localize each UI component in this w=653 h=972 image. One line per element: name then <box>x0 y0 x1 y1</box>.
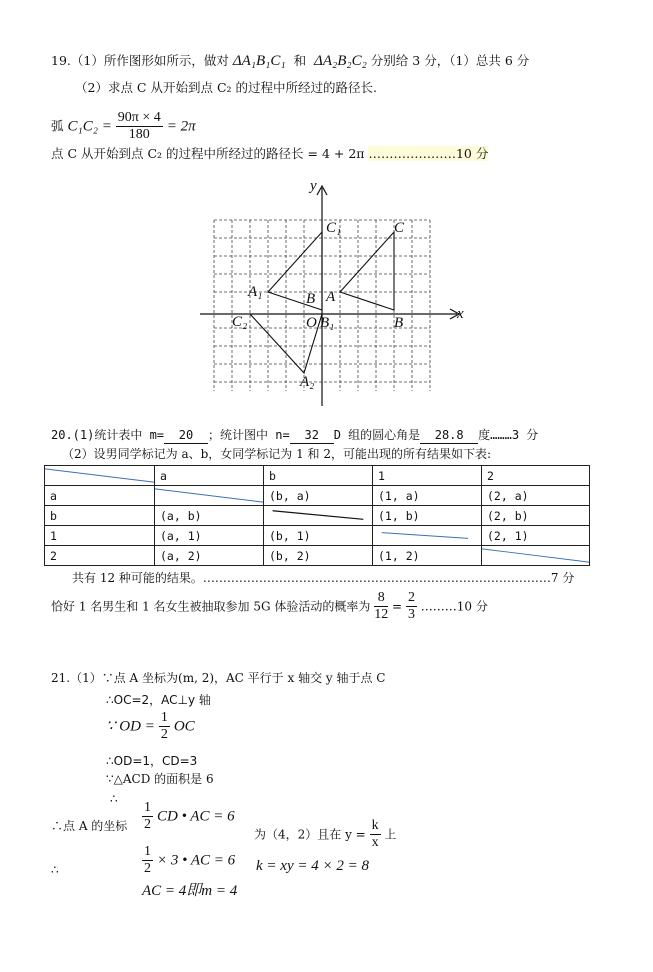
path-length-score: …………………10 分 <box>368 146 489 161</box>
q19-line1-suffix: 分别给 3 分，（1）总共 6 分 <box>370 53 530 68</box>
k-equation: k = xy = 4 × 2 = 8 <box>256 858 369 874</box>
k-over-x-fraction <box>370 818 381 851</box>
table-cell: (2, 1) <box>482 526 590 546</box>
table-cell: (b, a) <box>264 486 373 506</box>
row-header-cell: b <box>45 506 155 526</box>
half-fraction <box>142 800 153 833</box>
fraction-denominator: 2 <box>144 817 151 832</box>
point-c-label: C <box>394 220 405 236</box>
fraction-numerator: k <box>371 818 379 833</box>
q19-line1 <box>51 53 529 69</box>
fraction-denominator: 3 <box>407 607 415 622</box>
table-corner-cell <box>45 466 155 486</box>
oc-term: OC <box>173 718 195 735</box>
table-row <box>45 526 590 546</box>
q21-line3 <box>106 710 195 750</box>
arc-equation <box>51 110 196 146</box>
q21-line6: ∴ <box>110 792 118 806</box>
probability-fraction-2 <box>406 590 417 623</box>
table-cell: (b, 2) <box>264 546 373 566</box>
row-header-cell: a <box>45 486 155 506</box>
q20-line1 <box>51 427 538 444</box>
q20-angle-prefix: D 组的圆心角是 <box>333 428 421 442</box>
fraction-denominator: 2 <box>144 861 151 876</box>
origin-label: O <box>306 315 317 331</box>
fraction-numerator: 8 <box>374 590 388 607</box>
header-cell: b <box>264 466 373 486</box>
row-header-cell: 2 <box>45 546 155 566</box>
substituted-term: × 3 • AC = 6 <box>156 852 236 869</box>
fraction-numerator: 1 <box>144 800 151 815</box>
diagonal-cell <box>482 546 590 566</box>
q20-m-prefix: 20.(1)统计表中 m= <box>51 428 165 442</box>
point-b-label: B <box>306 291 316 307</box>
table-row <box>45 486 590 506</box>
m-value: 20 <box>164 427 208 444</box>
y-axis-label: y <box>310 178 317 194</box>
probability-fraction-1 <box>374 590 388 623</box>
fraction-numerator: 1 <box>144 844 151 859</box>
q21-point-a-left: ∴点 A 的坐标 <box>51 819 128 833</box>
table-cell: (1, a) <box>373 486 482 506</box>
area-term: CD • AC = 6 <box>156 808 235 825</box>
fraction-numerator: 2 <box>407 590 415 605</box>
table-row <box>45 506 590 526</box>
point-c2-label: C₂ <box>232 314 248 330</box>
header-cell: a <box>155 466 264 486</box>
and-text: 和 <box>293 53 307 68</box>
header-cell: 1 <box>373 466 482 486</box>
q20-line1-suffix: 度………3 分 <box>478 428 539 442</box>
table-cell: (2, b) <box>482 506 590 526</box>
results-table <box>44 465 590 566</box>
fraction-numerator: 1 <box>160 710 168 725</box>
q21-line1: 21.（1）∵点 A 坐标为(m, 2)，AC 平行于 x 轴交 y 轴于点 C <box>51 671 386 685</box>
area-substituted-equation <box>142 844 235 884</box>
q20-n-prefix: ；统计图中 n= <box>208 428 290 442</box>
path-length-line <box>51 146 488 162</box>
on-curve-suffix: 上 <box>384 827 397 842</box>
probability-prefix: 恰好 1 名男生和 1 名女生被抽取参加 5G 体验活动的概率为 <box>51 599 371 614</box>
diagonal-cell <box>264 506 373 526</box>
point-c1-label: C₁ <box>326 220 342 236</box>
table-row <box>45 546 590 566</box>
therefore-symbol: ∴ <box>51 863 59 877</box>
arc-variable: C₁C₂ = <box>67 118 112 135</box>
q20-line2: （2）设男同学标记为 a、b，女同学标记为 1 和 2，可能出现的所有结果如下表: <box>62 447 492 461</box>
probability-score: ………10 分 <box>420 599 488 614</box>
table-cell: (1, 2) <box>373 546 482 566</box>
row-header-cell: 1 <box>45 526 155 546</box>
point-a2-label: A₂ <box>300 374 315 390</box>
od-equation-left: ∵ OD = <box>106 718 155 735</box>
path-length-text: 点 C 从开始到点 C₂ 的过程中所经过的路径长 = 4 + 2π <box>51 146 365 161</box>
header-cell: 2 <box>482 466 590 486</box>
half-fraction <box>159 710 170 743</box>
table-cell: (b, 1) <box>264 526 373 546</box>
probability-line <box>51 590 488 630</box>
point-a1-label: A₁ <box>248 284 263 300</box>
q21-line2: ∴OC=2，AC⊥y 轴 <box>106 693 211 707</box>
point-a-coordinates: 为（4，2）且在 y = <box>254 827 366 842</box>
arc-denominator: 180 <box>128 127 150 142</box>
table-header-row <box>45 466 590 486</box>
arc-numerator: 90π × 4 <box>117 110 161 125</box>
x-axis-label: x <box>457 306 464 322</box>
n-value: 32 <box>290 427 334 444</box>
ac-result: AC = 4即m = 4 <box>142 883 238 899</box>
diagonal-cell <box>373 526 482 546</box>
triangle-1-label: ΔA₁B₁C₁ <box>232 53 286 69</box>
diagonal-cell <box>155 486 264 506</box>
total-outcomes-line: 共有 12 种可能的结果。……………………………………………………………………………7 分 <box>72 571 575 585</box>
fraction-denominator: x <box>371 835 379 850</box>
q21-line4: ∴OD=1，CD=3 <box>106 754 198 768</box>
arc-fraction <box>116 110 163 143</box>
q19-line2: （2）求点 C 从开始到点 C₂ 的过程中所经过的路径长. <box>75 80 377 95</box>
fraction-denominator: 12 <box>374 607 389 622</box>
point-bx-label: B <box>394 315 404 331</box>
table-cell: (1, b) <box>373 506 482 526</box>
point-b1-label: B₁ <box>320 315 335 331</box>
table-cell: (a, 2) <box>155 546 264 566</box>
angle-value: 28.8 <box>420 427 478 444</box>
table-cell: (2, a) <box>482 486 590 506</box>
point-a-label: A <box>326 289 336 305</box>
q19-line1-prefix: 19.（1）所作图形如所示，做对 <box>51 53 229 68</box>
triangle-2-label: ΔA₂B₂C₂ <box>314 53 367 69</box>
half-fraction <box>142 844 153 877</box>
fraction-denominator: 2 <box>160 727 168 742</box>
arc-prefix: 弧 <box>51 118 64 134</box>
equals-sign: = <box>392 599 403 614</box>
q21-point-a-right <box>254 818 396 852</box>
table-cell: (a, b) <box>155 506 264 526</box>
area-equation <box>142 800 235 840</box>
arc-result: = 2π <box>166 118 196 135</box>
table-cell: (a, 1) <box>155 526 264 546</box>
q21-line5: ∵△ACD 的面积是 6 <box>106 772 214 786</box>
